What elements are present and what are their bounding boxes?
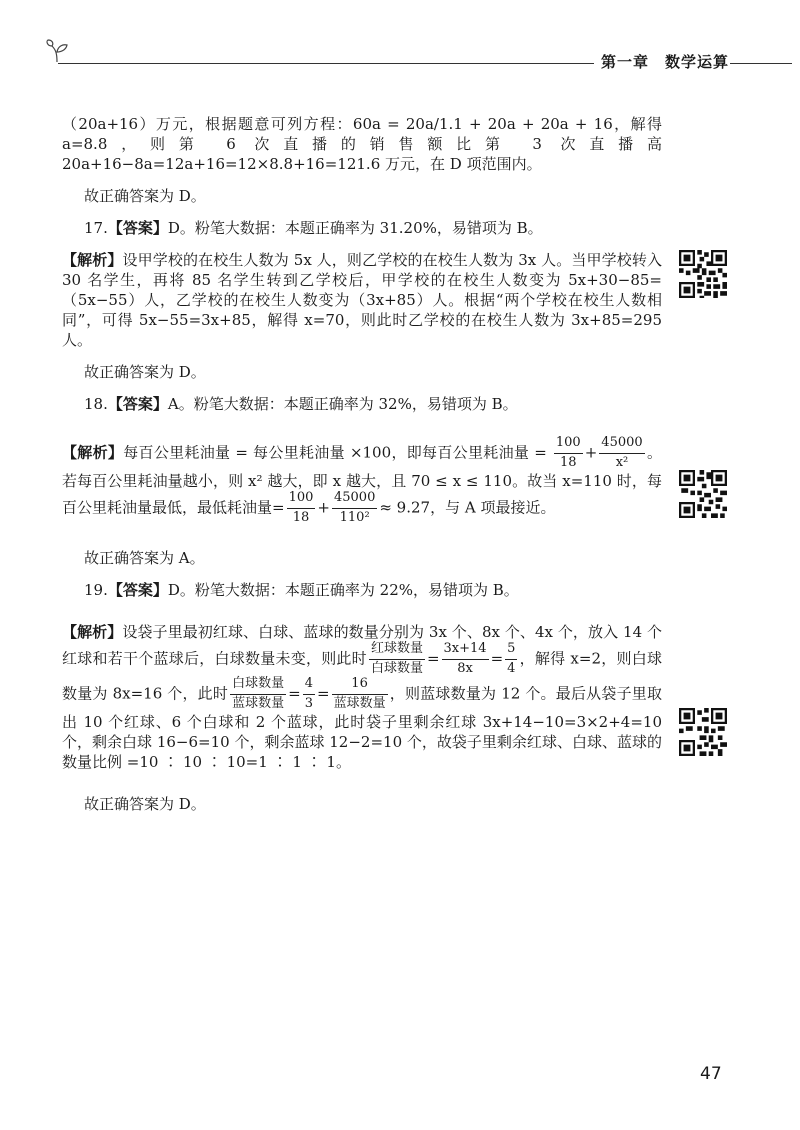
q17-answer-tag: 【答案】 [107,219,168,237]
denominator: x² [615,454,629,470]
fraction [332,491,377,526]
denominator: 18 [560,454,577,470]
page-header [0,0,800,80]
header-rule-right [730,63,792,64]
fraction [505,642,517,677]
fraction [369,642,425,677]
q19-analysis-tag: 【解析】 [62,622,123,641]
fraction [332,677,388,712]
plus-sign: + [584,443,598,462]
denominator: 蓝球数量 [333,695,386,711]
numerator: 100 [554,436,583,454]
equals-sign: = [288,684,301,703]
q19-final-answer: 故正确答案为 D。 [84,794,206,813]
denominator: 3 [304,695,313,711]
equals-sign: = [316,684,330,703]
q19-answer-text: D。粉笔大数据：本题正确率为 22%，易错项为 B。 [167,580,519,599]
page-content [62,108,662,820]
q18-analysis-text-b: 。若每百公里耗油量越小，则 x² 越大，即 x 越大，且 70 ≤ x ≤ 110。故当 x=110 [62,443,662,490]
q19-answer-tag: 【答案】 [107,580,168,599]
fraction [303,677,315,712]
fraction [287,491,316,526]
q19-analysis-text-a: 设袋子里最初红球、白球、蓝球的数量分别为 3x 个、8x 个、4x 个，放入 14 个红球和若干个蓝球后，白球数量未变，则此时 [62,622,662,668]
continued-solution: （20a+16）万元，根据题意可列方程：60a = 20a/1.1 + 20a + 20a + 16，解得 a=8.8，则第 6 次直播的销售额比第 3 次直播高 20a+16−8a=12a+16=12×8.8+16=121.6 万元，在 D 项范围内。 [62,115,662,173]
q19-answer [62,574,662,606]
q17-answer-text: D。粉笔大数据：本题正确率为 31.20%，易错项为 B。 [167,219,543,237]
equals-sign: = [426,649,440,668]
answer-line-16: 故正确答案为 D。 [84,187,206,205]
q18-answer [62,388,662,420]
q18-answer-tag: 【答案】 [107,395,168,413]
q17-analysis-text: 设甲学校的在校生人数为 5x 人，则乙学校的在校生人数为 3x 人。当甲学校转入 30 名学生，再将 85 名学生转到乙学校后，甲学校的在校生人数变为 5x+30−85=（5x−55）人，乙学校的在校生人数变为（3x+85）人。根据“两个学校在校生人数相同”，可得 5x−55=3x+85，解得 x=70，则此时乙学校的在校生人数为 3x+85=295 人。 [62,251,662,349]
q17-analysis [62,244,662,356]
q18-answer-text: A。粉笔大数据：本题正确率为 32%，易错项为 B。 [167,395,518,413]
q19-analysis-text-c: ，则蓝球数量为 12 个。最后从袋子里取出 10 个红球、6 个白球和 2 个蓝球，此时袋子里剩余红球 3x+14−10=3×2+4=10 个，剩余白球 16−6=10 个，剩余蓝球 12−2=10 个，故袋子里剩余红球、白球、蓝球的数量比例 =10 ∶ 10 ∶ 10=1 ∶ 1 ∶ 1。 [62,684,663,771]
q18-analysis-text-c: 时，每百公里耗油量最低，最低耗油量= [62,471,662,517]
numerator: 3x+14 [442,642,489,660]
plus-sign: + [317,498,330,517]
denominator: 白球数量 [370,660,423,676]
leaf-icon [44,38,70,64]
numerator: 45000 [599,436,644,454]
chapter-title: 第一章 数学运算 [601,53,730,71]
denominator: 18 [292,509,310,525]
fraction [442,642,489,677]
fraction [230,677,286,712]
page-number: 47 [700,1064,722,1084]
denominator: 110² [339,509,370,525]
numerator: 100 [287,491,316,509]
denominator: 蓝球数量 [232,695,285,711]
q18-number: 18. [84,395,108,413]
fraction [599,436,644,471]
equals-sign: = [490,649,504,668]
q19-analysis-text-b: ，解得 x=2，则白球数量为 8x=16 个，此时 [62,649,662,703]
q19-analysis [62,606,662,788]
denominator: 8x [457,660,473,676]
numerator: 45000 [332,491,377,509]
denominator: 4 [507,660,516,676]
q18-analysis-tag: 【解析】 [62,443,124,462]
q17-answer [62,212,662,244]
q19-number: 19. [84,580,108,599]
fraction [554,436,583,471]
q18-analysis-text-d: ≈ 9.27，与 A 项最接近。 [379,498,556,517]
qr-code-icon[interactable] [679,470,727,518]
numerator: 白球数量 [230,677,286,695]
q18-final-answer: 故正确答案为 A。 [84,548,205,567]
header-rule-left [58,63,594,64]
q18-analysis-text-a: 每百公里耗油量 = 每公里耗油量 ×100，即每百公里耗油量 = [123,443,547,462]
qr-code-icon[interactable] [679,708,727,756]
q17-analysis-tag: 【解析】 [62,251,123,269]
numerator: 16 [332,677,388,695]
numerator: 5 [505,642,517,660]
numerator: 4 [303,677,315,695]
q17-number: 17. [84,219,108,237]
q17-final-answer: 故正确答案为 D。 [84,363,206,381]
q18-analysis [62,420,662,542]
numerator: 红球数量 [369,642,425,660]
qr-code-icon[interactable] [679,250,727,298]
